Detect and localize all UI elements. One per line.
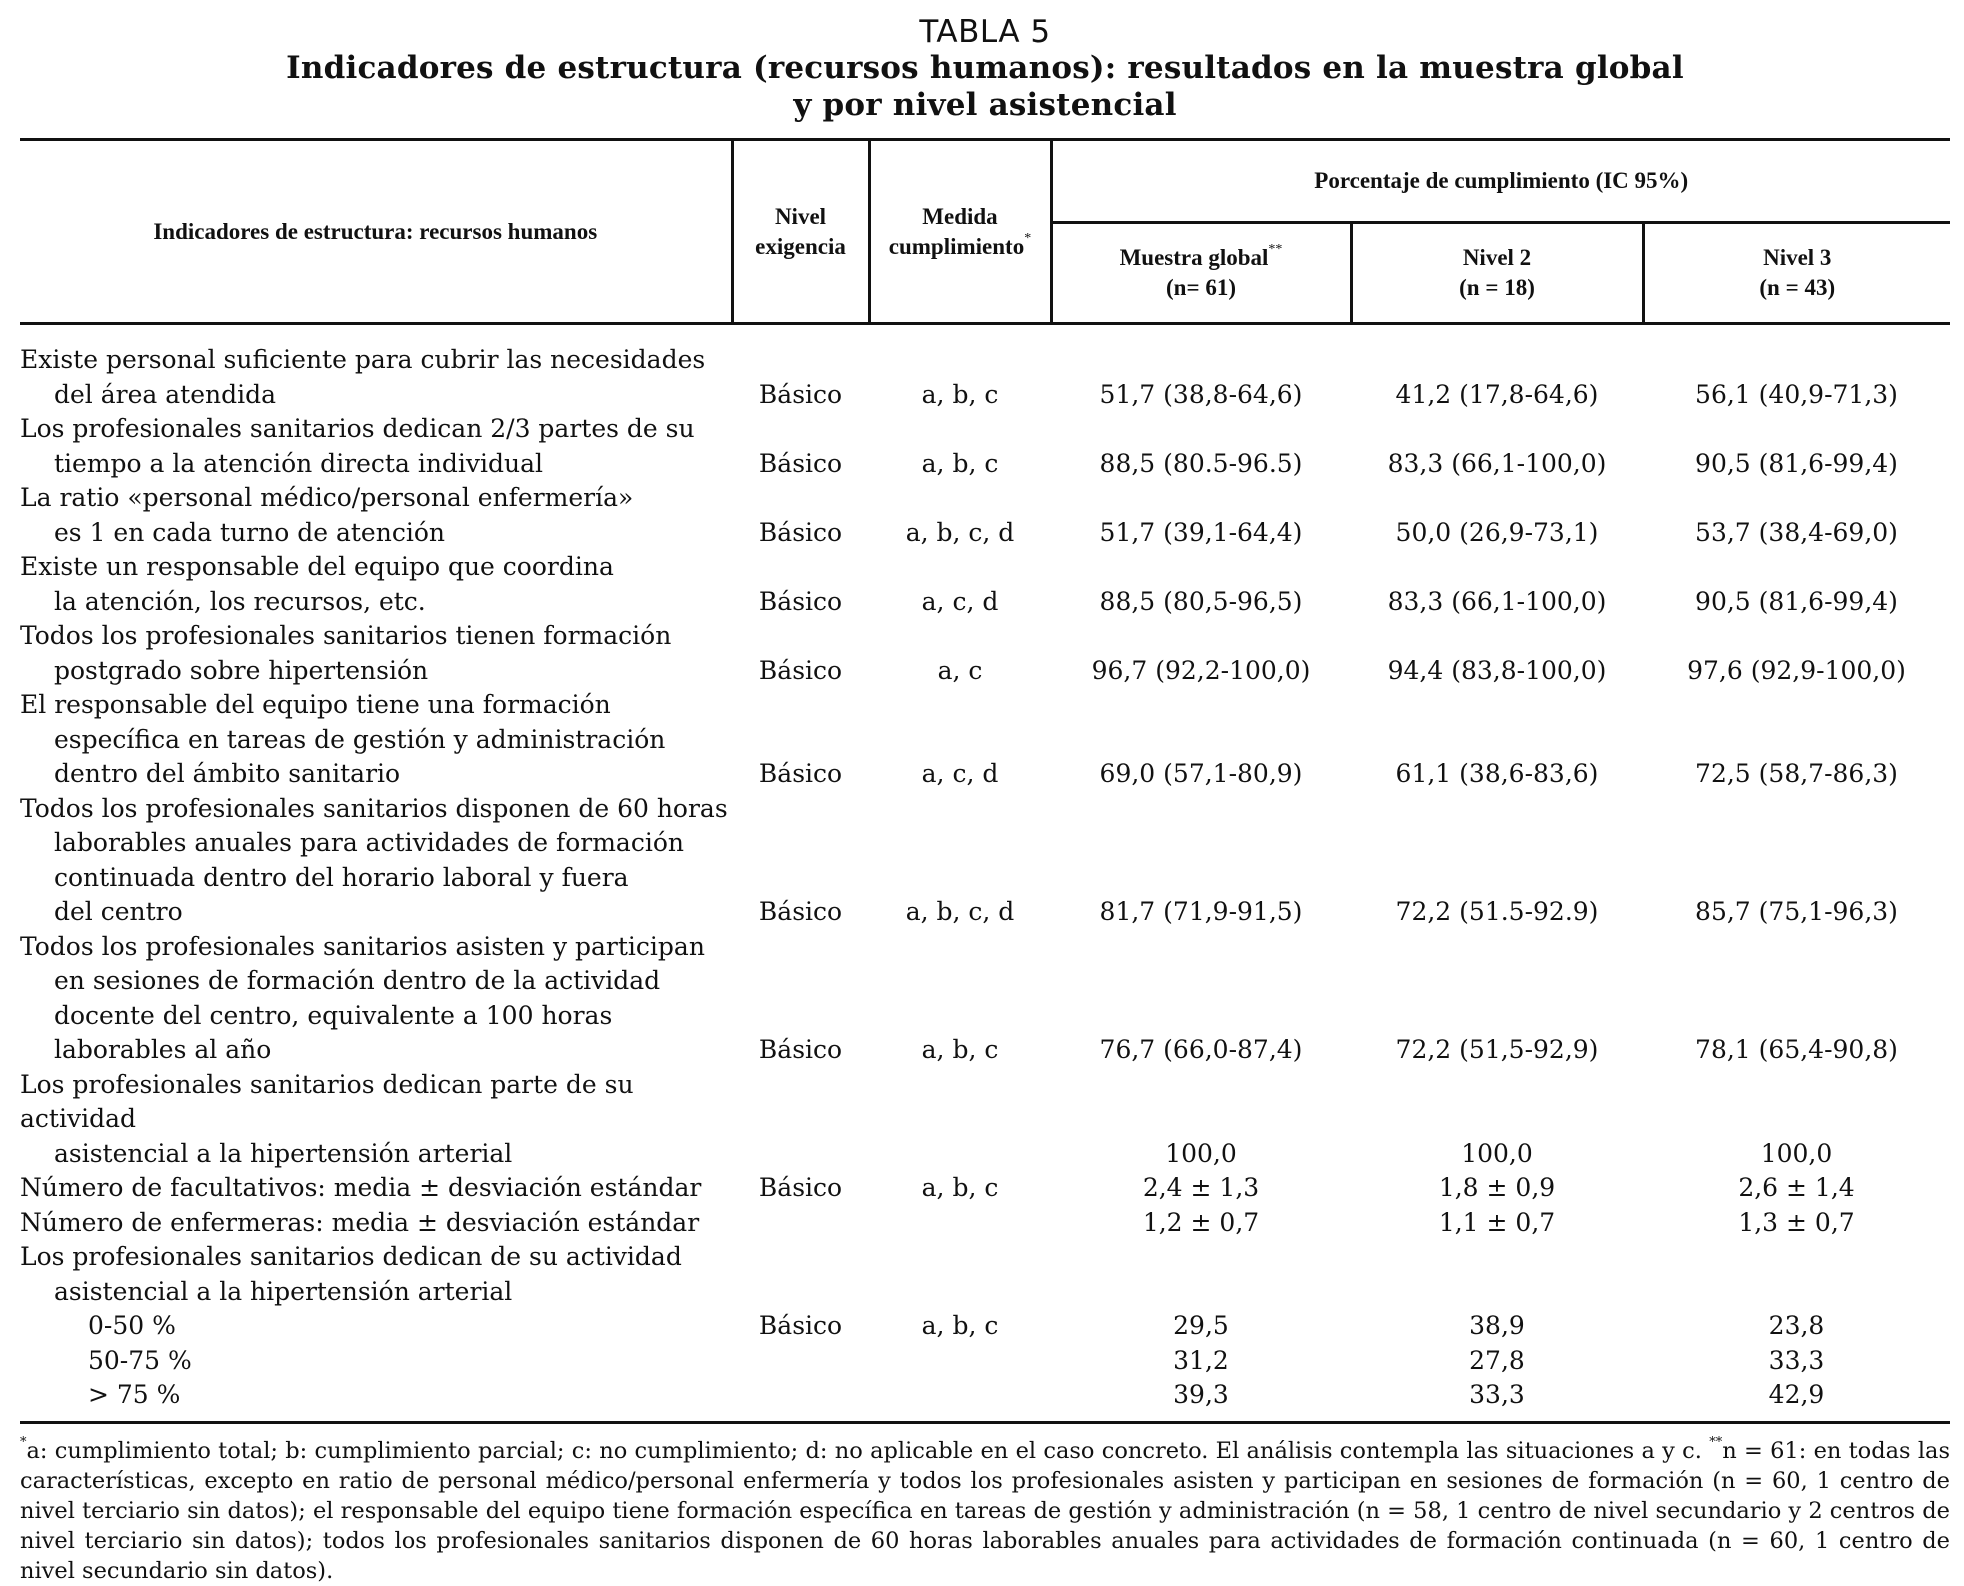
medida-cell: [869, 1378, 1051, 1422]
header-medida-line-1: Medida: [922, 203, 998, 229]
table-row: [20, 1378, 1950, 1422]
footnote: [20, 1436, 1950, 1586]
empty-cell: [869, 1240, 1051, 1309]
footnote-mark-1: *: [20, 1434, 27, 1450]
nivel-cell: Básico: [758, 897, 843, 926]
indicator-line: dentro del ámbito sanitario: [54, 759, 401, 788]
nivel-cell: Básico: [758, 1035, 843, 1064]
empty-cell: [1643, 1240, 1950, 1309]
medida-cell: a, c: [937, 655, 983, 685]
spacer-row: [20, 324, 1950, 344]
indicators-table: [20, 138, 1950, 1424]
global-cell: 51,7 (38,8-64,6): [1099, 379, 1303, 409]
band-label-text: 50-75 %: [88, 1345, 192, 1375]
indicator-label: [20, 792, 732, 930]
nivel2-cell: 41,2 (17,8-64,6): [1395, 379, 1599, 409]
global-cell: 1,2 ± 0,7: [1142, 1207, 1260, 1237]
nivel2-cell: 94,4 (83,8-100,0): [1387, 655, 1607, 685]
header-n2-line-2: (n = 18): [1459, 275, 1535, 300]
nivel-cell: Básico: [758, 1173, 843, 1202]
global-cell: 100,0: [1165, 1138, 1237, 1168]
table-body: [20, 324, 1950, 1423]
band-label: [20, 1378, 732, 1422]
nivel2-cell: 100,0: [1461, 1138, 1533, 1168]
nivel3-cell: 23,8: [1768, 1311, 1825, 1340]
nivel-cell: Básico: [758, 517, 843, 547]
header-nivel-exigencia: [732, 140, 869, 324]
indicator-label: Número de enfermeras: media ± desviación estándar: [20, 1207, 700, 1237]
footnote-marker-1: *: [1024, 230, 1032, 246]
indicator-label: [20, 343, 732, 412]
nivel3-cell: 90,5 (81,6-99,4): [1695, 586, 1898, 616]
nivel2-cell: 83,3 (66,1-100,0): [1387, 586, 1607, 616]
indicator-label: [20, 1240, 732, 1309]
indicator-line: laborables al año: [54, 1035, 272, 1064]
nivel-cell: Básico: [758, 1311, 843, 1340]
indicator-line: Todos los profesionales sanitarios tienen formación: [20, 621, 672, 650]
nivel2-cell: 61,1 (38,6-83,6): [1395, 759, 1599, 788]
medida-cell: a, b, c, d: [905, 897, 1015, 926]
global-cell: 39,3: [1051, 1378, 1351, 1422]
global-cell: 31,2: [1173, 1345, 1229, 1375]
nivel3-cell: 33,3: [1768, 1345, 1825, 1375]
medida-cell: [869, 1206, 1051, 1241]
empty-cell: [1351, 1240, 1643, 1309]
indicator-line: Existe personal suficiente para cubrir las necesidades: [20, 345, 706, 374]
table-row: [20, 1309, 1950, 1344]
table-caption-line-1: Indicadores de estructura (recursos humanos): resultados en la muestra global: [286, 50, 1684, 86]
band-label: [20, 1344, 732, 1379]
header-n2-line-1: Nivel 2: [1462, 245, 1532, 270]
table-row: [20, 1068, 1950, 1172]
indicator-line: Todos los profesionales sanitarios disponen de 60 horas: [20, 793, 728, 823]
footnote-marker-2: **: [1268, 242, 1283, 257]
nivel3-cell: 100,0: [1760, 1138, 1833, 1168]
indicator-label: [20, 481, 732, 550]
indicator-line: El responsable del equipo tiene una formación: [20, 690, 611, 719]
medida-cell: a, b, c, d: [905, 517, 1015, 547]
table-caption-line-2: y por nivel asistencial: [793, 87, 1177, 123]
indicator-line: tiempo a la atención directa individual: [54, 448, 544, 478]
nivel-cell: [732, 1378, 869, 1422]
indicator-line: en sesiones de formación dentro de la actividad: [54, 966, 661, 995]
header-global-line-1: Muestra global: [1119, 245, 1269, 270]
nivel2-cell: 33,3: [1351, 1378, 1643, 1422]
medida-cell: a, b, c: [921, 1173, 999, 1202]
indicator-label: [20, 412, 732, 481]
table-row: [20, 481, 1950, 550]
indicator-line: postgrado sobre hipertensión: [54, 655, 429, 685]
nivel3-cell: 78,1 (65,4-90,8): [1695, 1035, 1898, 1064]
global-cell: 69,0 (57,1-80,9): [1099, 759, 1303, 788]
nivel3-cell: 53,7 (38,4-69,0): [1695, 517, 1898, 547]
footnote-text-1: a: cumplimiento total; b: cumplimiento parcial; c: no cumplimiento; d: no aplicable en el caso concreto. El análisis contempla las situaciones a y c.: [26, 1437, 1702, 1464]
medida-cell: a, b, c: [921, 1035, 999, 1064]
nivel-cell: Básico: [758, 379, 843, 409]
band-label-text: 0-50 %: [88, 1311, 176, 1340]
global-cell: 96,7 (92,2-100,0): [1091, 655, 1311, 685]
table-row: [20, 1171, 1950, 1206]
nivel2-cell: 83,3 (66,1-100,0): [1387, 448, 1607, 478]
table-title: [20, 0, 1950, 124]
nivel3-cell: 56,1 (40,9-71,3): [1695, 379, 1898, 409]
indicator-line: Los profesionales sanitarios dedican 2/3 partes de su: [20, 414, 695, 443]
header-indicators: Indicadores de estructura: recursos humanos: [20, 140, 732, 324]
nivel3-cell: 42,9: [1643, 1378, 1950, 1422]
nivel2-cell: 27,8: [1469, 1345, 1525, 1375]
indicator-label: Número de facultativos: media ± desviación estándar: [20, 1173, 702, 1202]
indicator-label: [20, 930, 732, 1068]
header-n3-line-1: Nivel 3: [1763, 245, 1832, 270]
band-label: [20, 1309, 732, 1344]
medida-cell: a, c, d: [921, 586, 999, 616]
medida-cell: a, b, c: [921, 1311, 999, 1340]
indicator-line: continuada dentro del horario laboral y fuera: [54, 862, 629, 892]
band-label-text: > 75 %: [88, 1380, 181, 1409]
table-page: [20, 0, 1950, 1586]
table-number: TABLA 5: [919, 14, 1051, 50]
indicator-label: [20, 1068, 732, 1172]
nivel2-cell: 72,2 (51,5-92,9): [1395, 1035, 1599, 1064]
header-nivel-line-2: exigencia: [755, 233, 846, 259]
empty-cell: [732, 1240, 869, 1309]
header-medida-line-2: cumplimiento: [888, 233, 1025, 259]
medida-cell: a, c, d: [921, 759, 999, 788]
table-row: [20, 550, 1950, 619]
header-global-line-2: (n= 61): [1166, 275, 1236, 300]
table-row: [20, 688, 1950, 792]
medida-cell: [869, 1344, 1051, 1379]
header-muestra-global: [1051, 223, 1351, 324]
global-cell: 88,5 (80.5-96.5): [1099, 448, 1303, 478]
nivel-cell: Básico: [758, 655, 843, 685]
header-nivel-2: [1351, 223, 1643, 324]
nivel3-cell: 72,5 (58,7-86,3): [1695, 759, 1898, 788]
table-row: [20, 412, 1950, 481]
nivel-cell: [732, 1206, 869, 1241]
global-cell: 29,5: [1173, 1311, 1229, 1340]
indicator-line: Los profesionales sanitarios dedican de su actividad: [20, 1242, 682, 1271]
nivel-cell: Básico: [758, 586, 843, 616]
medida-cell: [869, 1068, 1051, 1172]
indicator-line: del área atendida: [54, 379, 276, 409]
header-nivel-line-1: Nivel: [774, 203, 827, 229]
table-row: [20, 1344, 1950, 1379]
footnote-text-2: n = 61: en todas las características, excepto en ratio de personal médico/personal enfermería y todos los profesionales asisten y participan en sesiones de formación (n = 60, 1 centro de nivel terciario sin datos); el responsable del equipo tiene formación específica en tareas de gestión y administración (n = 58, 1 centro de nivel secundario y 2 centros de nivel terciario sin datos); todos los profesionales sanitarios disponen de 60 horas laborables anuales para actividades de formación continuada (n = 60, 1 centro de nivel secundario sin datos).: [20, 1437, 1951, 1584]
global-cell: 81,7 (71,9-91,5): [1099, 897, 1303, 926]
global-cell: 2,4 ± 1,3: [1142, 1173, 1260, 1202]
medida-cell: a, b, c: [921, 379, 999, 409]
nivel3-cell: 97,6 (92,9-100,0): [1687, 655, 1906, 685]
empty-cell: [1051, 1240, 1351, 1309]
nivel-cell: [732, 1068, 869, 1172]
indicator-line: La ratio «personal médico/personal enfermería»: [20, 483, 634, 512]
global-cell: 88,5 (80,5-96,5): [1099, 586, 1303, 616]
global-cell: 76,7 (66,0-87,4): [1099, 1035, 1303, 1064]
indicator-line: del centro: [54, 897, 183, 926]
indicator-label: [20, 619, 732, 688]
indicator-line: asistencial a la hipertensión arterial: [54, 1276, 513, 1306]
nivel2-cell: 1,8 ± 0,9: [1438, 1173, 1556, 1202]
global-cell: 51,7 (39,1-64,4): [1099, 517, 1303, 547]
indicator-line: laborables anuales para actividades de formación: [54, 828, 684, 857]
nivel2-cell: 50,0 (26,9-73,1): [1395, 517, 1599, 547]
nivel3-cell: 85,7 (75,1-96,3): [1695, 897, 1898, 926]
nivel3-cell: 90,5 (81,6-99,4): [1695, 448, 1898, 478]
footnote-mark-2: **: [1709, 1434, 1723, 1450]
nivel3-cell: 1,3 ± 0,7: [1738, 1207, 1855, 1237]
indicator-line: Todos los profesionales sanitarios asisten y participan: [20, 931, 705, 961]
indicator-label: [20, 550, 732, 619]
header-medida-cumplimiento: [869, 140, 1051, 324]
nivel-cell: Básico: [758, 759, 843, 788]
nivel2-cell: 38,9: [1469, 1311, 1525, 1340]
nivel-cell: Básico: [758, 448, 843, 478]
nivel-cell: [732, 1344, 869, 1379]
indicator-line: asistencial a la hipertensión arterial: [54, 1138, 513, 1168]
table-row: [20, 1240, 1950, 1309]
indicator-line: docente del centro, equivalente a 100 horas: [54, 1000, 613, 1030]
indicator-line: específica en tareas de gestión y administración: [54, 724, 666, 754]
indicator-line: es 1 en cada turno de atención: [54, 517, 445, 547]
header-nivel-3: [1643, 223, 1950, 324]
nivel2-cell: 1,1 ± 0,7: [1438, 1207, 1556, 1237]
indicator-label: [20, 688, 732, 792]
header-n3-line-2: (n = 43): [1759, 275, 1836, 300]
table-row: [20, 1206, 1950, 1241]
indicator-line: Los profesionales sanitarios dedican parte de su actividad: [20, 1069, 634, 1133]
medida-cell: a, b, c: [921, 448, 999, 478]
nivel3-cell: 2,6 ± 1,4: [1738, 1173, 1855, 1202]
table-row: [20, 792, 1950, 930]
indicator-line: la atención, los recursos, etc.: [54, 586, 426, 616]
table-row: [20, 343, 1950, 412]
table-row: [20, 619, 1950, 688]
indicator-line: Existe un responsable del equipo que coordina: [20, 552, 614, 581]
header-porcentaje: Porcentaje de cumplimiento (IC 95%): [1051, 140, 1950, 223]
nivel2-cell: 72,2 (51.5-92.9): [1395, 897, 1599, 926]
table-row: [20, 930, 1950, 1068]
